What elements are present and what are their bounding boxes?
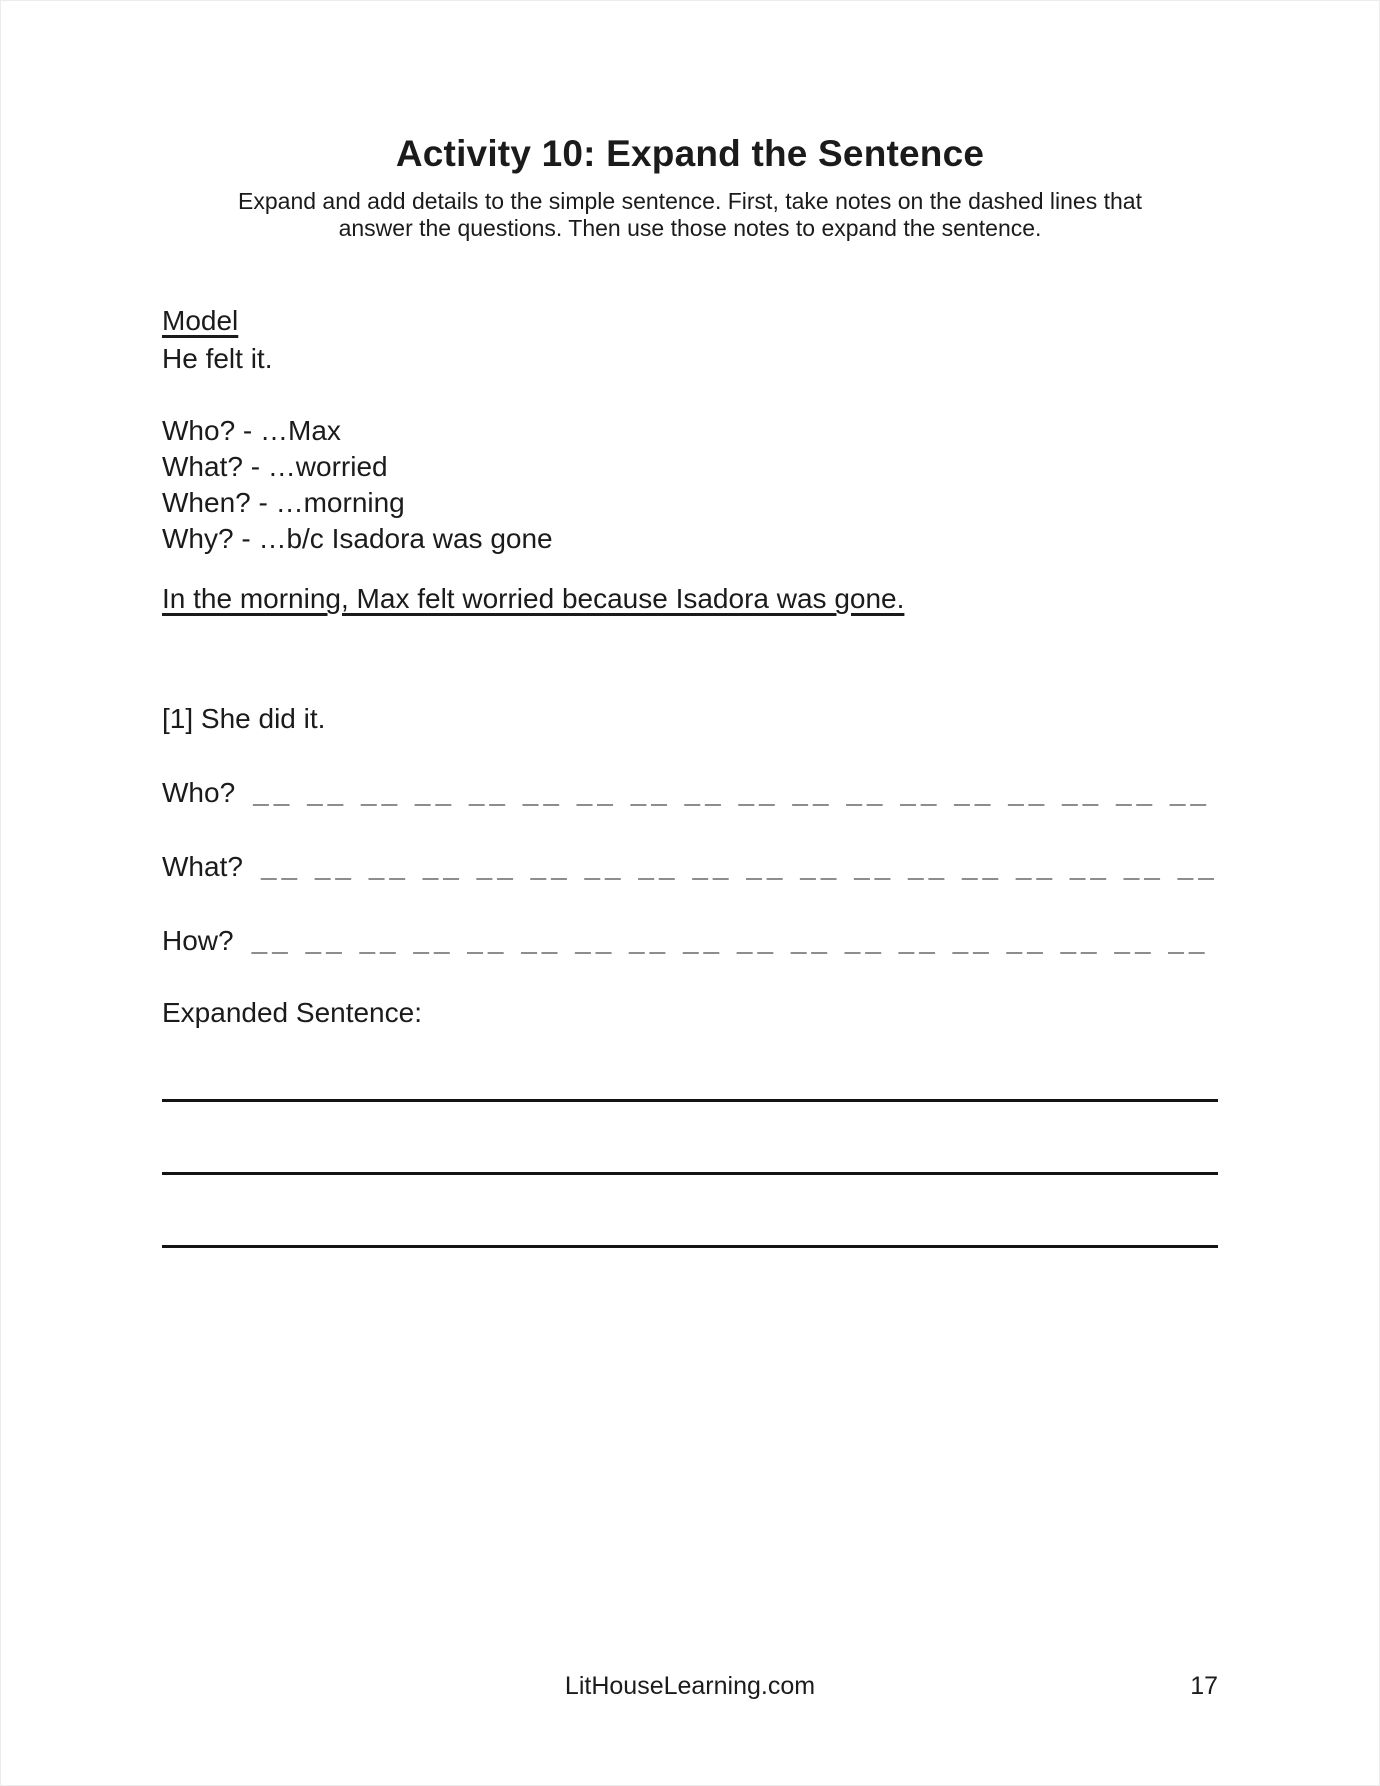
expanded-sentence-label: Expanded Sentence: — [162, 997, 422, 1028]
who-label: Who? — [162, 777, 236, 808]
who-note-line: __ __ __ __ __ __ __ __ __ __ __ __ __ __ __ __ __ __ — [253, 777, 1212, 808]
what-note-line: __ __ __ __ __ __ __ __ __ __ __ __ __ __ __ __ __ __ — [260, 851, 1219, 882]
model-note-when: When? - …morning — [162, 487, 405, 518]
how-note-line: __ __ __ __ __ __ __ __ __ __ __ __ __ __ __ __ __ __ — [251, 925, 1210, 956]
model-heading — [162, 304, 238, 338]
model-heading-text: Model — [162, 305, 239, 336]
exercise-simple-sentence: [1] She did it. — [162, 703, 326, 734]
footer-website: LitHouseLearning.com — [564, 1672, 816, 1700]
model-note-why: Why? - …b/c Isadora was gone — [162, 523, 553, 554]
instructions-line-2: answer the questions. Then use those notes to expand the sentence. — [338, 215, 1042, 241]
model-expanded-sentence — [162, 582, 904, 616]
answer-line-2 — [162, 1172, 1218, 1175]
model-expanded-sentence-text: In the morning, Max felt worried because Isadora was gone. — [162, 583, 905, 614]
answer-line-1 — [162, 1099, 1218, 1102]
model-note-what: What? - …worried — [162, 451, 388, 482]
what-label: What? — [162, 851, 243, 882]
how-label: How? — [162, 925, 234, 956]
instructions-line-1: Expand and add details to the simple sentence. First, take notes on the dashed lines that — [238, 188, 1142, 214]
exercise-prompt-what — [162, 850, 1219, 884]
exercise-prompt-how — [162, 924, 1209, 958]
model-note-who: Who? - …Max — [162, 415, 341, 446]
model-simple-sentence: He felt it. — [162, 343, 273, 374]
page-title: Activity 10: Expand the Sentence — [395, 133, 985, 174]
answer-line-3 — [162, 1245, 1218, 1248]
footer-page-number: 17 — [1190, 1672, 1218, 1700]
exercise-prompt-who — [162, 776, 1211, 810]
